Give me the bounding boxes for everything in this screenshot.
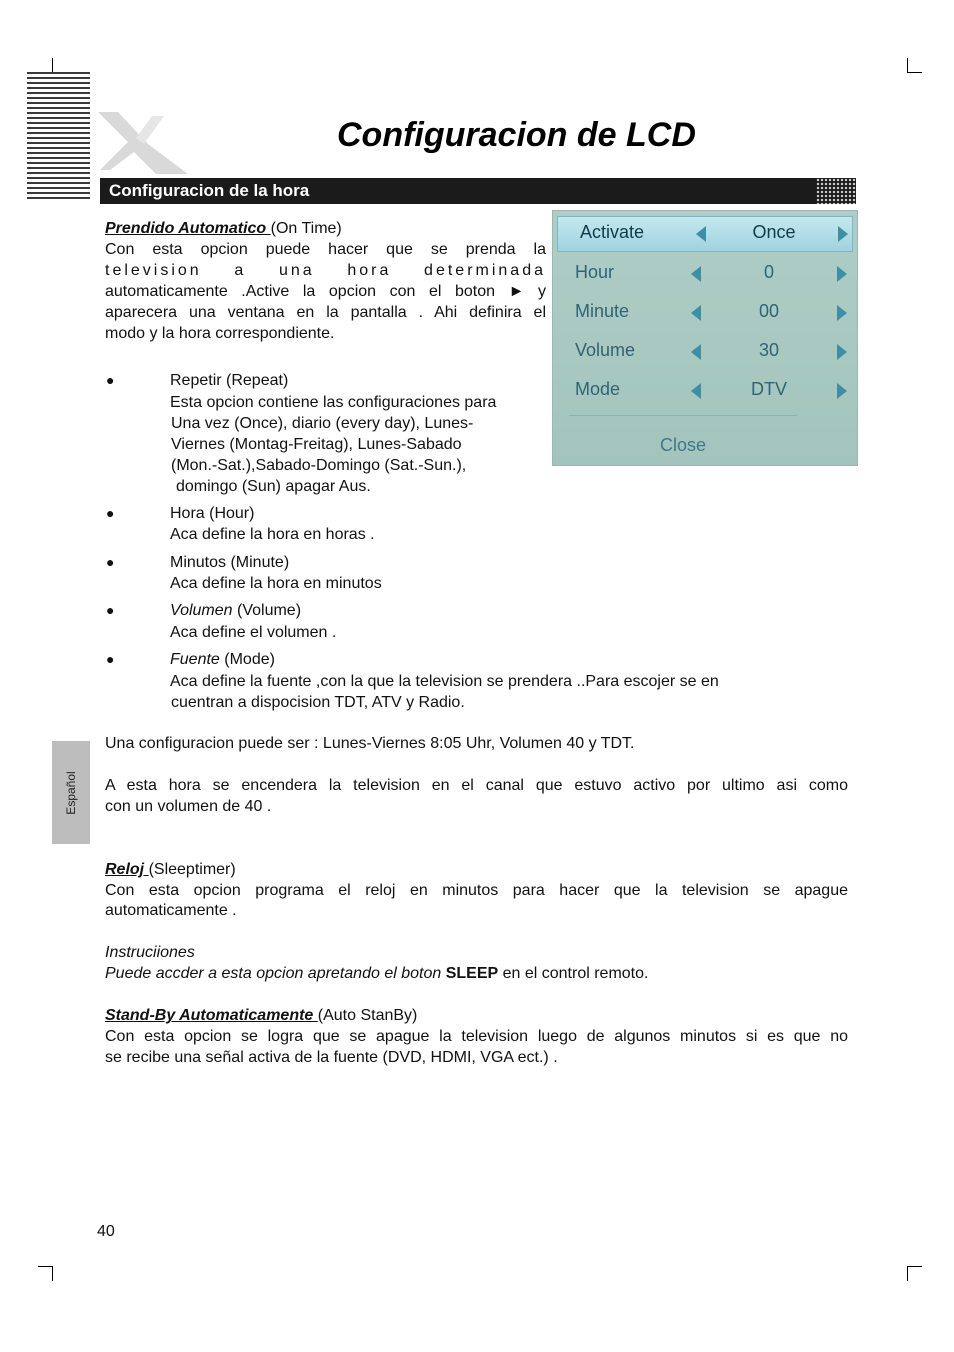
example-note-line-2: con un volumen de 40 .	[105, 798, 272, 815]
on-time-line-5: modo y la hora correspondiente.	[105, 325, 335, 342]
on-time-line-4: aparecera una ventana en la pantalla . Ahi definira el	[105, 304, 546, 321]
on-time-heading-label: Prendido Automatico	[105, 220, 271, 237]
osd-value: 0	[763, 262, 774, 282]
language-label: Español	[64, 770, 78, 815]
osd-value: DTV	[751, 379, 787, 399]
osd-label: Minute	[575, 301, 630, 321]
bullet-icon: ●	[106, 602, 115, 618]
volume-title-italic: Volumen	[170, 602, 233, 619]
section-title: Configuracion de la hora	[109, 181, 310, 200]
example-text: Una configuracion puede ser : Lunes-Viernes 8:05 Uhr, Volumen 40 y TDT.	[105, 735, 635, 752]
osd-value: 30	[758, 340, 780, 360]
arrow-right-icon	[838, 226, 848, 242]
repeat-line-3: Viernes (Montag-Freitag), Lunes-Sabado	[171, 436, 462, 453]
standby-heading	[105, 1005, 417, 1026]
repeat-line-1: Esta opcion contiene las configuraciones para	[170, 394, 497, 411]
sleep-heading-suffix: (Sleeptimer)	[148, 861, 236, 878]
hour-desc: Aca define la hora en horas .	[170, 526, 375, 543]
minute-title: Minutos (Minute)	[170, 554, 290, 571]
hour-title: Hora (Hour)	[170, 505, 255, 522]
arrow-right-icon	[837, 305, 847, 321]
language-side-tab	[52, 741, 90, 844]
brand-x-logo	[96, 108, 196, 176]
standby-line-2: se recibe una señal activa de la fuente (DVD, HDMI, VGA ect.) .	[105, 1049, 558, 1066]
repeat-line-2: Una vez (Once), diario (every day), Lunes-	[171, 415, 474, 432]
crop-mark-top-right	[907, 58, 922, 73]
osd-row-minute	[553, 296, 857, 330]
arrow-right-icon	[837, 344, 847, 360]
page-number: 40	[97, 1223, 115, 1240]
crop-mark-bottom-right	[907, 1266, 922, 1281]
crop-mark-top-left	[38, 58, 53, 73]
osd-divider	[569, 415, 797, 416]
repeat-line-4: (Mon.-Sat.),Sabado-Domingo (Sat.-Sun.),	[171, 457, 467, 474]
timer-osd-screenshot	[552, 210, 858, 466]
header-stripes	[27, 72, 90, 200]
osd-label: Mode	[575, 379, 621, 399]
osd-label: Activate	[580, 222, 645, 242]
on-time-heading-suffix: (On Time)	[270, 220, 342, 237]
volume-title-rest: (Volume)	[232, 602, 302, 619]
instructions-label: Instruciiones	[105, 944, 195, 961]
osd-label: Hour	[575, 262, 615, 282]
on-time-line-3: automaticamente .Active la opcion con el boton ► y	[105, 283, 546, 300]
arrow-left-icon	[691, 344, 701, 360]
osd-row-mode	[553, 374, 857, 408]
crop-mark-bottom-left	[38, 1266, 53, 1281]
mode-title-italic: Fuente	[170, 651, 220, 668]
sleep-key: SLEEP	[445, 965, 499, 982]
arrow-left-icon	[691, 266, 701, 282]
sleep-heading-label: Reloj	[105, 861, 149, 878]
mode-title-rest: (Mode)	[219, 651, 275, 668]
bullet-icon: ●	[106, 505, 115, 521]
section-header-bar	[100, 178, 856, 204]
on-time-line-1: Con esta opcion puede hacer que se prenda la	[105, 241, 546, 258]
volume-title	[170, 600, 301, 621]
sleep-heading	[105, 859, 236, 880]
osd-row-activate	[557, 216, 853, 252]
osd-row-volume	[553, 335, 857, 369]
mode-desc-line-1: Aca define la fuente ,con la que la television se prendera ..Para escojer se en	[170, 673, 719, 690]
osd-value: 00	[758, 301, 780, 321]
instructions-text	[105, 963, 648, 984]
standby-line-1: Con esta opcion se logra que se apague la television luego de algunos minutos si es que no	[105, 1028, 848, 1045]
arrow-right-icon	[837, 383, 847, 399]
instructions-italic: Puede accder a esta opcion apretando el boton	[105, 965, 446, 982]
bar-dot-pattern	[816, 178, 856, 204]
sleep-line-2: automaticamente .	[105, 902, 237, 919]
mode-desc-line-2: cuentran a dispocision TDT, ATV y Radio.	[171, 694, 465, 711]
volume-desc: Aca define el volumen .	[170, 624, 337, 641]
bullet-icon: ●	[106, 651, 115, 667]
arrow-left-icon	[691, 305, 701, 321]
standby-heading-label: Stand-By Automaticamente	[105, 1007, 318, 1024]
arrow-left-icon	[691, 383, 701, 399]
osd-close: Close	[660, 435, 707, 455]
sleep-line-1: Con esta opcion programa el reloj en minutos para hacer que la television se apague	[105, 882, 848, 899]
standby-heading-suffix: (Auto StanBy)	[317, 1007, 418, 1024]
mode-title	[170, 649, 275, 670]
repeat-title: Repetir (Repeat)	[170, 372, 289, 389]
bullet-icon: ●	[106, 372, 115, 388]
instructions-rest: en el control remoto.	[498, 965, 649, 982]
page-title: Configuracion de LCD	[337, 116, 696, 154]
minute-desc: Aca define la hora en minutos	[170, 575, 382, 592]
osd-row-hour	[553, 257, 857, 291]
on-time-line-2: television a una hora determinada	[105, 262, 546, 279]
repeat-line-5: domingo (Sun) apagar Aus.	[176, 478, 371, 495]
example-note-line-1: A esta hora se encendera la television en el canal que estuvo activo por ultimo asi como	[105, 777, 848, 794]
osd-label: Volume	[575, 340, 636, 360]
arrow-left-icon	[696, 226, 706, 242]
arrow-right-icon	[837, 266, 847, 282]
bullet-icon: ●	[106, 554, 115, 570]
on-time-heading	[105, 218, 342, 239]
osd-value: Once	[752, 222, 796, 242]
